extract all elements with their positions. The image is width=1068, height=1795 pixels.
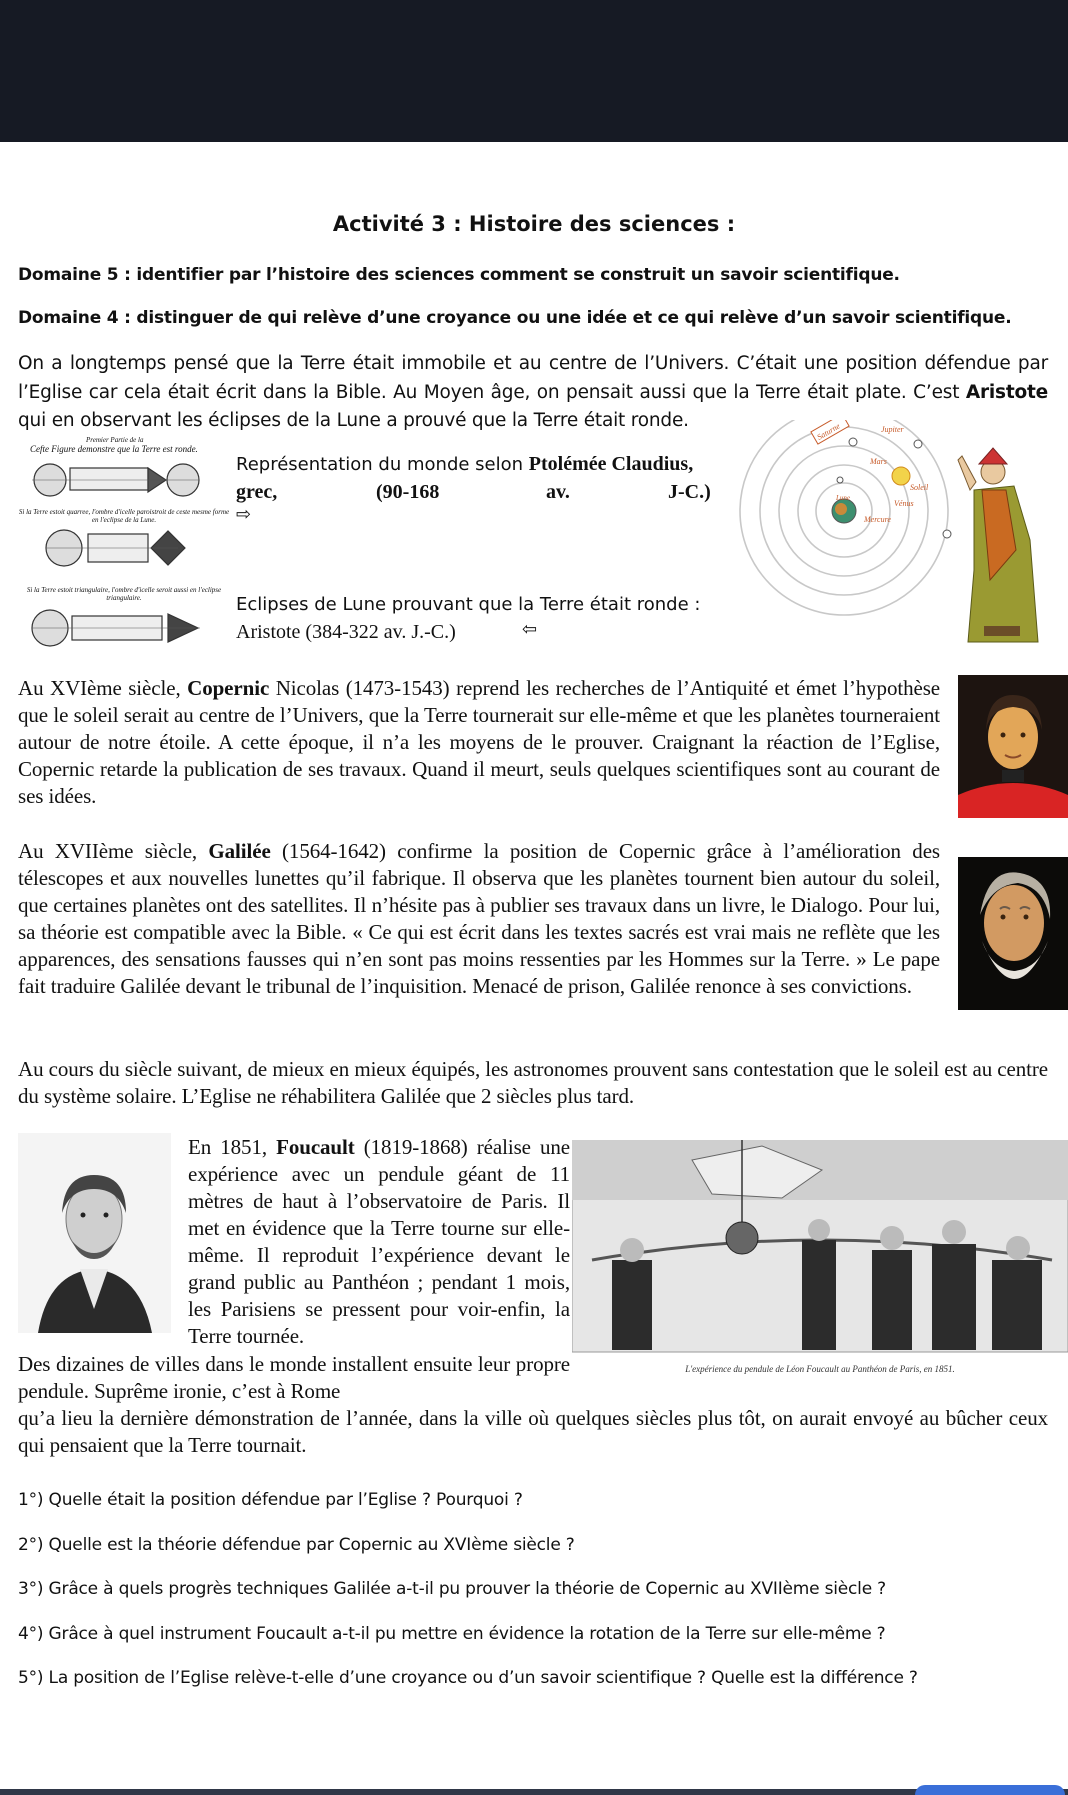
- bottom-bar: [0, 1789, 1068, 1795]
- question-3: 3°) Grâce à quels progrès techniques Galilée a-t-il pu prouver la théorie de Copernic au XVIIème siècle ?: [18, 1579, 886, 1599]
- copernic-portrait: [958, 675, 1068, 818]
- jupiter-label: Jupiter: [881, 425, 904, 434]
- soleil-label: Soleil: [910, 483, 929, 492]
- siecle-suivant-paragraph: Au cours du siècle suivant, de mieux en mieux équipés, les astronomes prouvent sans contestation que le soleil est au centre du système solaire. L’Eglise ne réhabilitera Galilée que 2 siècles plus tard.: [18, 1057, 1048, 1108]
- foucault-portrait: [18, 1133, 171, 1333]
- domain-5: Domaine 5 : identifier par l’histoire des sciences comment se construit un savoir scientifique.: [18, 265, 900, 285]
- foucault-paragraph-part1: En 1851, Foucault (1819-1868) réalise une expérience avec un pendule géant de 11 mètres de haut à l’observatoire de Paris. Il met en évidence que la Terre tourne sur elle-même. Il reproduit l’expérience devant le grand public au Panthéon ; pendant 1 mois, les Parisiens se pressent pour voir-enfin, la Terre tournée.: [188, 1135, 570, 1348]
- domain-4: Domaine 4 : distinguer de qui relève d’une croyance ou une idée et ce qui relève d’un savoir scientifique.: [18, 308, 1012, 328]
- left-arrow: ⇦: [522, 619, 538, 640]
- right-arrow: ⇨: [236, 504, 252, 525]
- ptolemy-caption: Représentation du monde selon Ptolémée Claudius,: [236, 453, 694, 475]
- eclipse-engraving: Premier Partie de la Cefte Figure demonstre que la Terre est ronde. Si la Terre estoit quarree, l'ombre d'icelle paroistroit de ceste mesme forme en l'eclipse de la Lune. Si la Terre estoit triangulaire, l'ombre d'icelle seroit aussi en l'eclipse triangulaire.: [18, 436, 230, 658]
- intro-paragraph: On a longtemps pensé que la Terre était immobile et au centre de l’Univers. C’était une position défendue par l’Eglise car cela était écrit dans la Bible. Au Moyen âge, on pensait aussi que la Terre était plate. C’est Aristote qui en observant les éclipses de la Lune a prouvé que la Terre était ronde.: [18, 353, 1048, 431]
- pantheon-caption: L'expérience du pendule de Léon Foucault au Panthéon de Paris, en 1851.: [685, 1364, 955, 1374]
- foucault-paragraph-part3: qu’a lieu la dernière démonstration de l’année, dans la ville où quelques siècles plus tôt, on aurait envoyé au bûcher ceux qui pensaient que la Terre tournait.: [18, 1406, 1048, 1457]
- mars-label: Mars: [870, 457, 887, 466]
- question-1: 1°) Quelle était la position défendue par l’Eglise ? Pourquoi ?: [18, 1490, 523, 1510]
- page-title: Activité 3 : Histoire des sciences :: [332, 212, 736, 236]
- aristote-caption: Aristote (384-322 av. J.-C.): [236, 621, 456, 643]
- question-5: 5°) La position de l’Eglise relève-t-elle d’une croyance ou d’un savoir scientifique ? Quelle est la différence ?: [18, 1668, 918, 1688]
- copernic-paragraph: Au XVIème siècle, Copernic Nicolas (1473-1543) reprend les recherches de l’Antiquité et émet l’hypothèse que le soleil serait au centre de l’Univers, que la Terre tournerait sur elle-même et que les planètes tourneraient autour de notre étoile. A cette époque, il n’a les moyens de le prouver. Craignant la réaction de l’Eglise, Copernic retarde la publication de ses travaux. Quand il meurt, seuls quelques scientifiques sont au courant de ses idées.: [18, 676, 940, 808]
- lune-label: Lune: [836, 494, 850, 502]
- mercure-label: Mercure: [864, 515, 891, 524]
- top-status-bar: [0, 0, 1068, 142]
- saturne-label: Saturne: [815, 421, 842, 442]
- foucault-paragraph-part2: Des dizaines de villes dans le monde installent ensuite leur propre pendule. Suprême ironie, c’est à Rome: [18, 1352, 570, 1403]
- eclipse-caption: Eclipses de Lune prouvant que la Terre était ronde :: [236, 594, 701, 615]
- question-2: 2°) Quelle est la théorie défendue par Copernic au XVIème siècle ?: [18, 1535, 575, 1555]
- venus-label: Vénus: [894, 499, 914, 508]
- pantheon-engraving: [572, 1140, 1068, 1380]
- scroll-handle[interactable]: [915, 1785, 1065, 1795]
- galilee-portrait: [958, 857, 1068, 1010]
- galilee-paragraph: Au XVIIème siècle, Galilée (1564-1642) confirme la position de Copernic grâce à l’amélioration des télescopes et aux nouvelles lunettes qu’il fabrique. Il observa que les planètes tournent bien autour du soleil, que certaines planètes ont des satellites. Il n’hésite pas à publier ses travaux dans un livre, le Dialogo. Pour lui, sa théorie est compatible avec la Bible. « Ce qui est écrit dans les textes sacrés est vrai mais ne reflète que les apparences, des sensations fausses qui n’en sont pas moins ressenties par les Hommes sur la Terre. » Le pape fait traduire Galilée devant le tribunal de l’inquisition. Menacé de prison, Galilée renonce à ses convictions.: [18, 839, 940, 998]
- eclipse-diagram-icon: [18, 436, 230, 658]
- geocentric-model-illustration: [738, 420, 1048, 645]
- question-4: 4°) Grâce à quel instrument Foucault a-t-il pu mettre en évidence la rotation de la Terre sur elle-même ?: [18, 1624, 886, 1644]
